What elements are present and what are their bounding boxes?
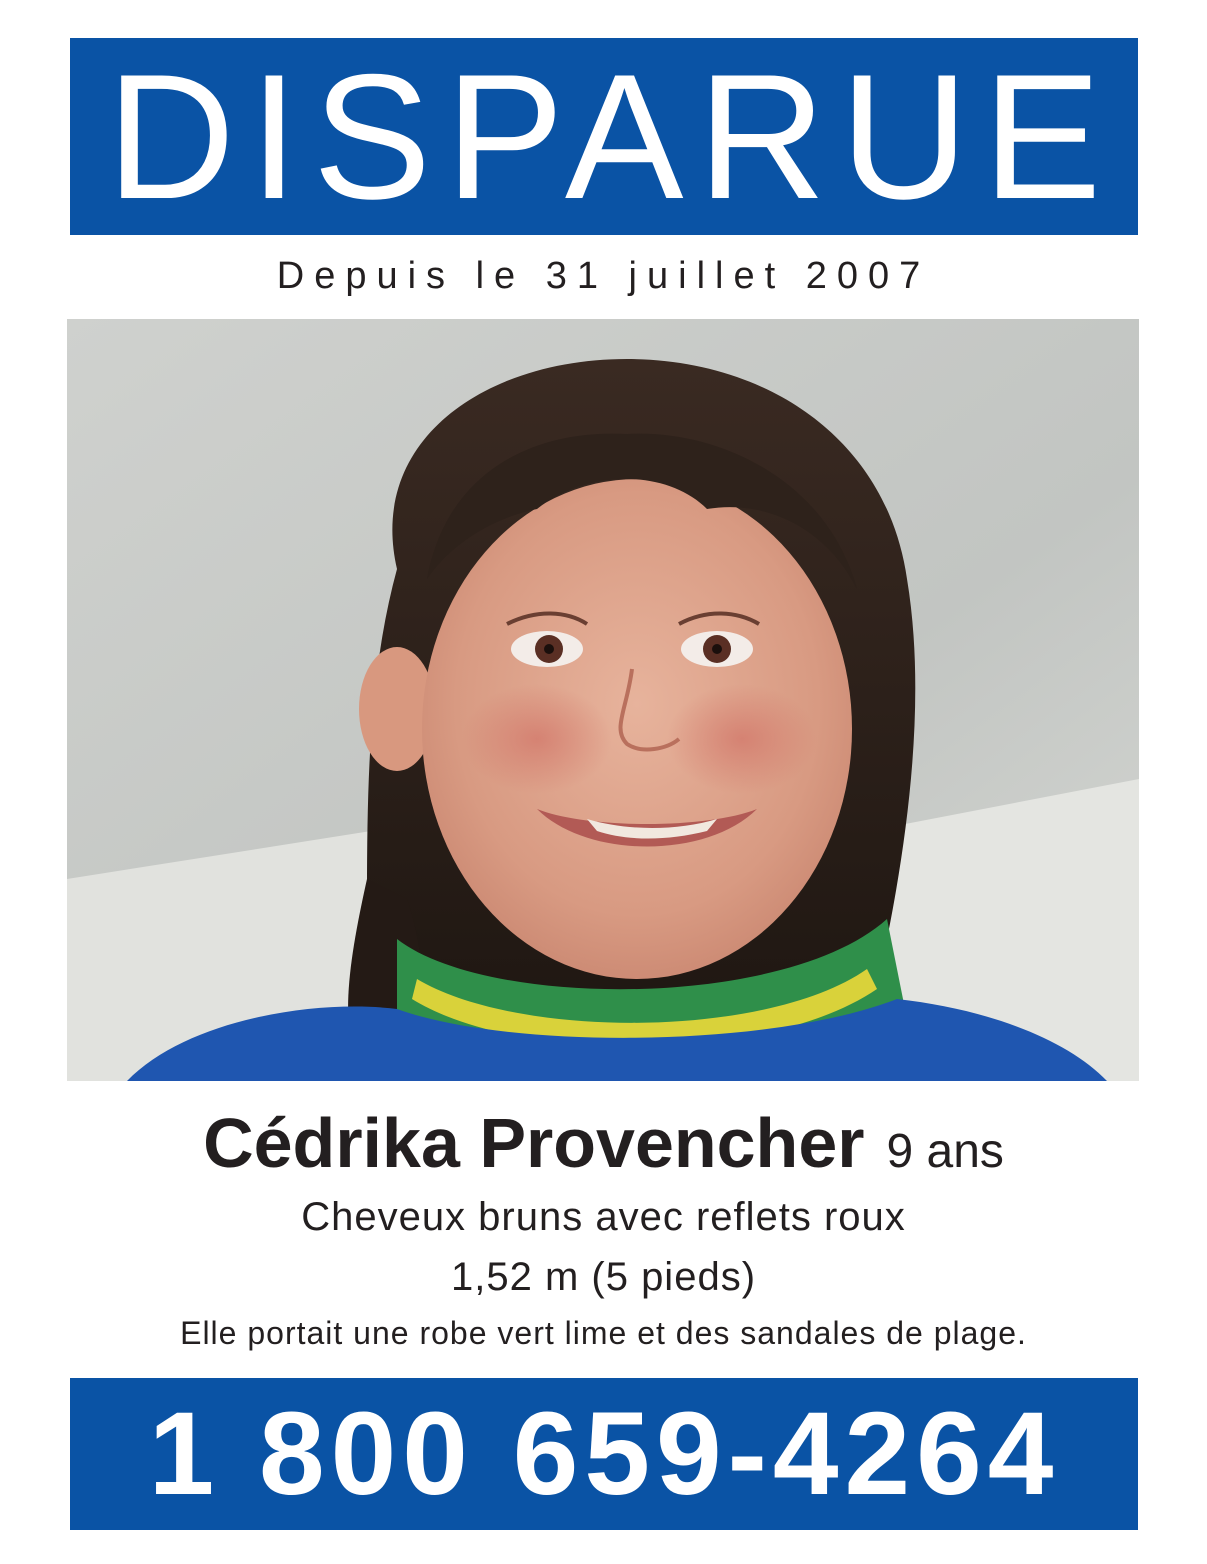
height-description: 1,52 m (5 pieds) <box>450 1255 757 1299</box>
missing-title: DISPARUE <box>106 36 1116 236</box>
phone-banner <box>70 1378 1138 1530</box>
portrait-photo <box>67 319 1139 1081</box>
clothing-description: Elle portait une robe vert lime et des sandales de plage. <box>180 1315 1027 1351</box>
title-banner <box>70 38 1138 235</box>
person-name-line <box>0 1100 1207 1206</box>
portrait-illustration <box>67 319 1139 1081</box>
missing-since-date: Depuis le 31 juillet 2007 <box>276 255 931 297</box>
person-age: 9 ans <box>886 1125 1004 1178</box>
phone-number: 1 800 659-4264 <box>148 1388 1060 1520</box>
person-name: Cédrika Provencher <box>203 1104 865 1182</box>
hair-description: Cheveux bruns avec reflets roux <box>301 1195 906 1239</box>
